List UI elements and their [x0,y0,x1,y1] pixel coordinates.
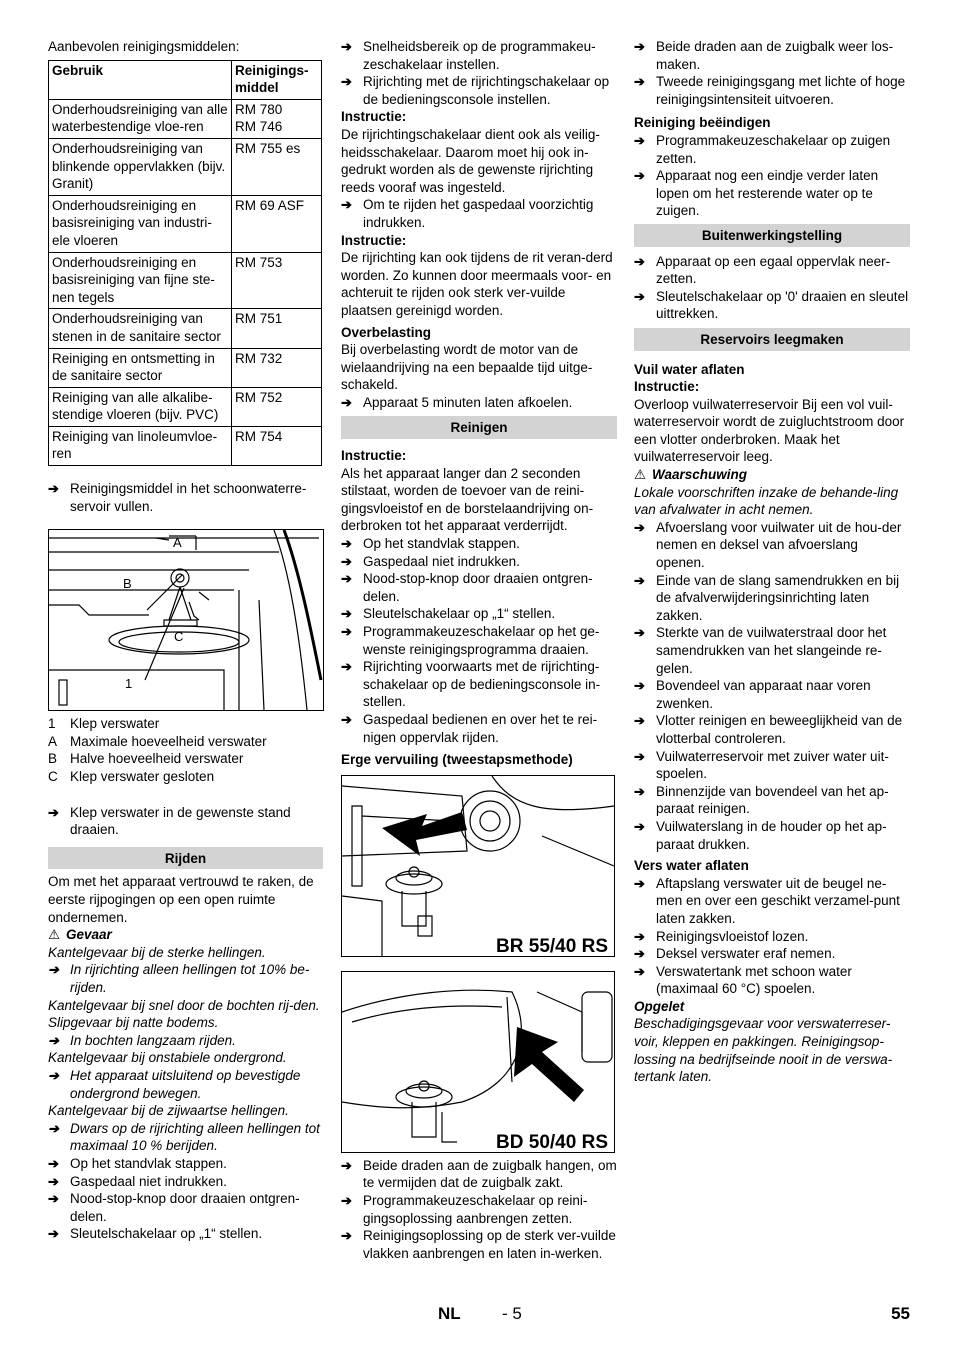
gas-pedal-step: ➔ Om te rijden het gaspedaal voorzichtig indrukken. [341,196,617,231]
table-row [49,99,322,138]
instruction-title-1: Instructie: [341,109,407,125]
figure-label-b: B [123,576,132,592]
drive-step: ➔ Snelheidsbereik op de programmakeu-zeschakelaar instellen. [341,38,617,73]
table-cell-usage: Reiniging van alle alkalibe-stendige vloeren (bijv. PVC) [49,387,232,426]
wire-steps [634,38,910,108]
dirty-water-step: ➔ Vuilwaterslang in de houder op het ap-paraat drukken. [634,818,910,853]
overload-title: Overbelasting [341,324,432,340]
danger-title-text: Gevaar [66,927,112,943]
danger-step: ➔ Het apparaat uitsluitend op bevestigde ondergrond bewegen. [48,1067,323,1102]
table-row [49,348,322,387]
dirty-water-step: ➔ Bovendeel van apparaat naar voren zwenken. [634,677,910,712]
table-cell-agent: RM 69 ASF [232,195,322,252]
legend-key: A [48,733,58,749]
rijden-intro: Om met het apparaat vertrouwd te raken, de eerste rijpogingen op een open ruimte ondernemen. [48,874,314,925]
valve-step: ➔ Klep verswater in de gewenste stand draaien. [48,804,323,839]
legend-item [48,715,323,733]
figure-label-c: C [174,629,184,645]
decommission-step: ➔ Apparaat op een egaal oppervlak neer-zetten. [634,253,910,288]
end-cleaning-title: Reiniging beëindigen [634,115,771,131]
heavy-soiling-title: Erge vervuiling (tweestapsmethode) [341,752,573,768]
cleaning-step: ➔ Sleutelschakelaar op „1“ stellen. [341,605,617,623]
figure-legend [48,715,323,785]
legend-item [48,768,323,786]
cleaning-agents-intro: Aanbevolen reinigingsmiddelen: [48,39,240,54]
dirty-water-step: ➔ Einde van de slang samendrukken en bij de afvalverwijderingsinrichting laten zakken. [634,572,910,625]
table-header-agent: Reinigings-middel [232,60,322,99]
instruction-text-3: Als het apparaat langer dan 2 seconden stilstaat, worden de toevoer van de reini-gingsvloeistof en de borstelaandrijving on-derbroken tot het apparaat verderrijdt. [341,465,594,534]
footer-page-number: 55 [891,1304,910,1323]
figure-label-a: A [173,535,182,551]
rijden-step: ➔ Gaspedaal niet indrukken. [48,1173,323,1191]
table-cell-usage: Onderhoudsreiniging van blinkende oppervlakken (bijv. Granit) [49,138,232,195]
legend-value: Klep verswater gesloten [70,769,215,785]
rijden-step: ➔ Op het standvlak stappen. [48,1155,323,1173]
legend-item [48,750,323,768]
dirty-water-title: Vuil water aflaten [634,361,745,377]
wire-step: ➔ Beide draden aan de zuigbalk weer los-maken. [634,38,910,73]
legend-value: Maximale hoeveelheid verswater [70,733,267,749]
end-cleaning-step: ➔ Programmakeuzeschakelaar op zuigen zetten. [634,132,910,167]
rijden-step: ➔ Sleutelschakelaar op „1“ stellen. [48,1225,323,1243]
danger-text: Kantelgevaar bij de zijwaartse hellingen. [48,1103,289,1119]
section-title-rijden: Rijden [48,847,323,870]
fresh-water-step: ➔ Reinigingsvloeistof lozen. [634,928,910,946]
fresh-water-step: ➔ Aftapslang verswater uit de beugel ne-men en over een geschikt verzamel-punt laten zakken. [634,875,910,928]
caution-text: Beschadigingsgevaar voor verswaterreser-voir, kleppen en pakkingen. Reinigingsop-lossing na bedrijfseinde nooit in de verswa-tertank laten. [634,1016,893,1085]
table-cell-usage: Onderhoudsreiniging en basisreiniging van industri-ele vloeren [49,195,232,252]
figure-label-bd: BD 50/40 RS [496,1131,608,1152]
rijden-steps [48,1155,323,1243]
dirty-water-step: ➔ Sterkte van de vuilwaterstraal door het samendrukken van het slangeinde re-gelen. [634,624,910,677]
warning-title [634,466,910,484]
heavy-soiling-step: ➔ Reinigingsoplossing op de sterk ver-vuilde vlakken aanbrengen en laten in-werken. [341,1227,617,1262]
table-row [49,138,322,195]
cleaning-steps [341,535,617,746]
instruction-title-4: Instructie: [634,379,700,395]
br-illustration [342,776,614,956]
legend-key: B [48,751,58,767]
instruction-text-4: Overloop vuilwaterreservoir Bij een vol vuil-waterreservoir wordt de zuigluchtstroom door een vlotter onderbroken. Maak het vuilwaterreservoir leeg. [634,396,905,465]
danger-text: Kantelgevaar bij onstabiele ondergrond. [48,1050,287,1066]
instruction-text-2: De rijrichting kan ook tijdens de rit veran-derd worden. Zo kunnen door meermaals voor- en achteruit te rijden ook sterk ver-vuilde plaatsen gereinigd worden. [341,250,613,318]
dirty-water-steps [634,519,910,853]
warning-text: Lokale voorschriften inzake de behande-ling van afvalwater in acht nemen. [634,484,899,518]
danger-text: Kantelgevaar bij snel door de bochten rij-den. [48,997,320,1013]
table-row [49,195,322,252]
figure-label-1: 1 [125,676,133,692]
section-title-reservoirs: Reservoirs leegmaken [634,328,910,351]
instruction-text-1: De rijrichtingschakelaar dient ook als veilig-heidsschakelaar. Daarom moet hij ook in-gedrukt worden als de gewenste rijrichting reeds vooraf was ingesteld. [341,126,600,195]
danger-text: Slipgevaar bij natte bodems. [48,1015,219,1031]
table-body [49,99,322,465]
table-cell-usage: Onderhoudsreiniging van alle waterbestendige vloe-ren [49,99,232,138]
table-row [49,426,322,465]
danger-step: ➔ In bochten langzaam rijden. [48,1032,323,1050]
cleaning-step: ➔ Op het standvlak stappen. [341,535,617,553]
danger-block [48,944,323,1155]
legend-key: 1 [48,716,56,732]
table-cell-usage: Reiniging en ontsmetting in de sanitaire sector [49,348,232,387]
caution-title: Opgelet [634,998,685,1014]
legend-item [48,733,323,751]
valve-figure [48,529,324,711]
danger-text: Kantelgevaar bij de sterke hellingen. [48,944,266,960]
table-cell-agent: RM 754 [232,426,322,465]
legend-value: Klep verswater [70,716,160,732]
section-title-reinigen: Reinigen [341,416,617,439]
table-cell-agent: RM 780 RM 746 [232,99,322,138]
table-header-usage: Gebruik [49,60,232,99]
warning-title-text: Waarschuwing [652,467,748,483]
rijden-step: ➔ Nood-stop-knop door draaien ontgren-delen. [48,1190,323,1225]
heavy-soiling-step: ➔ Beide draden aan de zuigbalk hangen, om te vermijden dat de zuigbalk zakt. [341,1157,617,1192]
drive-steps [341,38,617,108]
table-row [49,387,322,426]
cleaning-step: ➔ Gaspedaal niet indrukken. [341,553,617,571]
overload-step: ➔ Apparaat 5 minuten laten afkoelen. [341,394,617,412]
legend-key: C [48,769,58,785]
table-cell-usage: Reiniging van linoleumvloe-ren [49,426,232,465]
fresh-water-step: ➔ Deksel verswater eraf nemen. [634,945,910,963]
legend-value: Halve hoeveelheid verswater [70,751,244,767]
end-cleaning-steps [634,132,910,220]
dirty-water-step: ➔ Vuilwaterreservoir met zuiver water uit-spoelen. [634,748,910,783]
overload-text: Bij overbelasting wordt de motor van de wielaandrijving na een bepaalde tijd uitge-schakeld. [341,342,593,393]
table-cell-agent: RM 752 [232,387,322,426]
cleaning-step: ➔ Programmakeuzeschakelaar op het ge-wenste reinigingsprogramma draaien. [341,623,617,658]
dirty-water-step: ➔ Binnenzijde van bovendeel van het ap-paraat reinigen. [634,783,910,818]
column-right [634,38,910,1086]
drive-step: ➔ Rijrichting met de rijrichtingschakelaar op de bedieningsconsole instellen. [341,73,617,108]
table-cell-usage: Onderhoudsreiniging van stenen in de sanitaire sector [49,309,232,348]
fill-step: ➔ Reinigingsmiddel in het schoonwaterre-servoir vullen. [48,480,323,515]
table-row [49,309,322,348]
fresh-water-step: ➔ Verswatertank met schoon water (maximaal 60 °C) spoelen. [634,963,910,998]
heavy-soiling-step: ➔ Programmakeuzeschakelaar op reini-gingsoplossing aanbrengen zetten. [341,1192,617,1227]
table-cell-agent: RM 732 [232,348,322,387]
cleaning-agents-table [48,60,322,466]
table-row [49,252,322,309]
end-cleaning-step: ➔ Apparaat nog een eindje verder laten lopen om het resterende water op te zuigen. [634,167,910,220]
page-footer [0,1305,954,1329]
fresh-water-title: Vers water aflaten [634,858,749,874]
instruction-title-2: Instructie: [341,232,407,248]
column-left [48,38,323,1243]
danger-step: ➔ Dwars op de rijrichting alleen hellingen tot maximaal 10 % berijden. [48,1120,323,1155]
wire-step: ➔ Tweede reinigingsgang met lichte of hoge reinigingsintensiteit uitvoeren. [634,73,910,108]
cleaning-step: ➔ Gaspedaal bedienen en over het te rei-nigen oppervlak rijden. [341,711,617,746]
decommission-steps [634,253,910,323]
dirty-water-step: ➔ Afvoerslang voor vuilwater uit de hou-der nemen en deksel van afvoerslang openen. [634,519,910,572]
footer-language: NL [438,1304,461,1323]
figure-label-br: BR 55/40 RS [496,935,608,956]
decommission-step: ➔ Sleutelschakelaar op '0' draaien en sleutel uittrekken. [634,288,910,323]
column-middle [341,38,617,1262]
section-title-buitenwerking: Buitenwerkingstelling [634,224,910,247]
table-cell-agent: RM 751 [232,309,322,348]
cleaning-step: ➔ Nood-stop-knop door draaien ontgren-delen. [341,570,617,605]
dirty-water-step: ➔ Vlotter reinigen en beweeglijkheid van de vlotterbal controleren. [634,712,910,747]
footer-page: - 5 [502,1304,522,1323]
table-cell-agent: RM 755 es [232,138,322,195]
danger-title [48,926,323,944]
valve-illustration [49,530,323,710]
fresh-water-steps [634,875,910,998]
figure-bd [341,971,615,1153]
table-cell-usage: Onderhoudsreiniging en basisreiniging van fijne ste-nen tegels [49,252,232,309]
instruction-title-3: Instructie: [341,448,407,464]
table-cell-agent: RM 753 [232,252,322,309]
figure-br [341,775,615,957]
danger-step: ➔ In rijrichting alleen hellingen tot 10% be-rijden. [48,961,323,996]
cleaning-step: ➔ Rijrichting voorwaarts met de rijrichting-schakelaar op de bedieningsconsole in-stellen. [341,658,617,711]
heavy-soiling-steps [341,1157,617,1263]
bd-illustration [342,972,614,1152]
